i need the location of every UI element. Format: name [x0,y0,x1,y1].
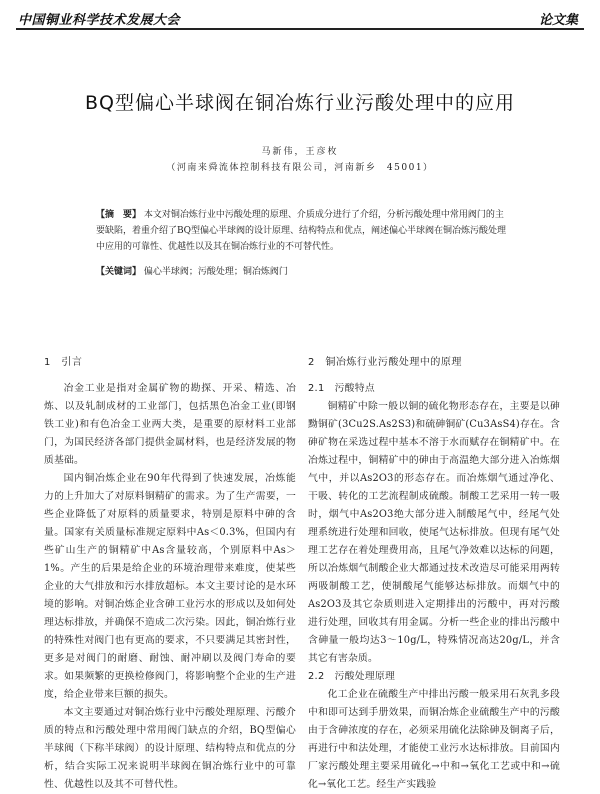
intro-paragraph-2: 国内铜冶炼企业在90年代得到了快速发展，冶炼能力的上升加大了对原料铜精矿的需求。为了生产需要，一些企业降低了对原料的质量要求，特别是原料中砷的含量。国家有关质量标准规定原料中As＜0.3%，但国内有些矿山生产的铜精矿中As含量较高，个别原料中As＞1%。产生的后果是给企业的环境治理带来难度，使某些企业的大气排放和污水排放超标。本文主要讨论的是水环境的影响。对铜冶炼企业含砷工业污水的形成以及如何处理达标排放，并确保不造成二次污染。因此，铜冶炼行业的特殊性对阀门也有更高的要求，不只要满足其密封性，更多是对阀门的耐磨、耐蚀、耐冲刷以及阀门寿命的要求。如果频繁的更换检修阀门，将影响整个企业的生产进度，给企业带来巨额的损失。 [44,473,296,700]
keywords-text: 偏心半球阀；污酸处理；铜冶炼阀门 [143,267,288,277]
subsection-heading-treatment: 2.2 污酸处理原理 [308,671,396,682]
abstract-label: 【摘 要】 [96,210,142,220]
paper-title: BQ型偏心半球阀在铜冶炼行业污酸处理中的应用 [85,92,515,114]
abstract [96,207,508,255]
intro-paragraph-3: 本文主要通过对铜冶炼行业中污酸处理原理、污酸介质的特点和污酸处理中常用阀门缺点的介绍，BQ型偏心半球阀（下称半球阀）的设计原理、结构特点和优点的分析，结合实际工况来说明半球阀在铜冶炼行业中的可靠性、优越性以及其不可替代性。 [44,707,296,790]
intro-paragraph-1: 冶金工业是指对金属矿物的勘探、开采、精选、冶炼、以及轧制成材的工业部门，包括黑色冶金工业(即钢铁工业)和有色冶金工业两大类，是重要的原材料工业部门，为国民经济各部门提供金属材料，也是经济发展的物质基础。 [44,383,296,466]
keywords [96,264,508,280]
header-rule [16,28,584,30]
characteristics-paragraph: 铜精矿中除一般以铜的硫化物形态存在，主要是以砷黝铜矿(3Cu2S.As2S3)和硫砷铜矿(Cu3AsS4)存在。含砷矿物在采选过程中基本不溶于水而赋存在铜精矿中。在冶炼过程中，铜精矿中的砷由于高温绝大部分进入冶炼烟气中，并以As2O3的形态存在。而冶炼烟气通过净化、干吸、转化的工艺流程制成硫酸。制酸工艺采用一转一吸时，烟气中As2O3绝大部分进入制酸尾气中，经尾气处理系统进行处理和回收，使尾气达标排放。但现有尾气处理工艺存在着处理费用高，且尾气净效难以达标的问题，所以冶炼烟气制酸企业大都通过技术改造尽可能采用两转两吸制酸工艺，使制酸尾气能够达标排放。而烟气中的As2O3及其它杂质则进入定期排出的污酸中，再对污酸进行处理，回收其有用金属。分析一些企业的排出污酸中含砷量一般均达3～10g/L，特殊情况高达20g/L，并含其它有害杂质。 [308,401,560,664]
subsection-heading-characteristics: 2.1 污酸特点 [308,383,375,394]
right-column [308,354,560,794]
section-heading-principle: 2 铜冶炼行业污酸处理中的原理 [308,357,462,368]
paper-affiliation: （河南来舜流体控制科技有限公司，河南新乡 45001） [166,163,434,173]
running-header [0,0,600,32]
keywords-label: 【关键词】 [96,267,142,277]
conference-name: 中国铜业科学技术发展大会 [18,13,181,28]
paper-authors: 马新伟，王彦枚 [261,147,339,157]
abstract-text: 本文对铜冶炼行业中污酸处理的原理、介质成分进行了介绍，分析污酸处理中常用阀门的主要缺陷，着重介绍了BQ型偏心半球阀的设计原理、结构特点和优点，阐述偏心半球阀在铜冶炼污酸处理中应用的可靠性、优越性以及其在铜冶炼行业的不可替代性。 [96,210,506,252]
left-column [44,354,296,794]
treatment-paragraph: 化工企业在硫酸生产中排出污酸一般采用石灰乳多段中和即可达到手册效果，而铜冶炼企业硫酸生产中的污酸由于含砷浓度的存在，必须采用硫化法除砷及铜离子后，再进行中和法处理，才能使工业污水达标排放。目前国内厂家污酸处理主要采用硫化→中和→氧化工艺或中和→硫化→氧化工艺。经生产实践验 [308,689,560,790]
section-heading-introduction: 1 引言 [44,357,83,368]
section-label: 论文集 [538,13,578,28]
